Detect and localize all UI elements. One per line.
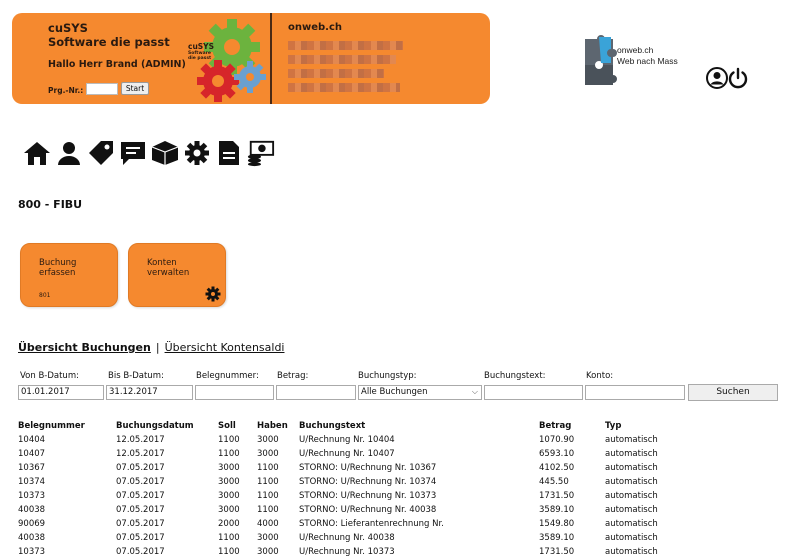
table-cell: 12.05.2017 bbox=[116, 435, 165, 445]
table-cell: automatisch bbox=[605, 505, 658, 515]
column-header: Soll bbox=[218, 421, 236, 431]
table-cell: 10367 bbox=[18, 463, 46, 473]
table-cell: STORNO: U/Rechnung Nr. 40038 bbox=[299, 505, 437, 515]
table-header bbox=[18, 421, 778, 435]
table-cell: automatisch bbox=[605, 449, 658, 459]
table-row[interactable] bbox=[18, 519, 778, 533]
redacted-address bbox=[288, 83, 400, 92]
table-cell: 1100 bbox=[257, 477, 279, 487]
table-row[interactable] bbox=[18, 477, 778, 491]
start-button[interactable]: Start bbox=[121, 82, 149, 95]
table-row[interactable] bbox=[18, 491, 778, 505]
redacted-address bbox=[288, 41, 403, 50]
table-cell: 10373 bbox=[18, 491, 46, 501]
table-cell: 4000 bbox=[257, 519, 279, 529]
table-cell: automatisch bbox=[605, 435, 658, 445]
table-cell: 40038 bbox=[18, 505, 46, 515]
tab-uebersicht-buchungen[interactable]: Übersicht Buchungen bbox=[18, 341, 151, 354]
redacted-address bbox=[288, 55, 396, 64]
view-tabs bbox=[18, 341, 285, 354]
konto-label: Konto: bbox=[586, 371, 614, 381]
prg-number-input[interactable] bbox=[86, 83, 118, 95]
table-cell: 1100 bbox=[218, 547, 240, 557]
tile-label: Buchung erfassen bbox=[39, 258, 77, 278]
tag-icon[interactable] bbox=[87, 138, 115, 168]
table-cell: 1549.80 bbox=[539, 519, 575, 529]
company-name: onweb.ch bbox=[288, 22, 343, 33]
table-cell: 1731.50 bbox=[539, 491, 575, 501]
document-icon[interactable] bbox=[215, 138, 243, 168]
tab-uebersicht-kontensaldi[interactable]: Übersicht Kontensaldi bbox=[164, 341, 285, 354]
table-cell: 1731.50 bbox=[539, 547, 575, 557]
von-datum-label: Von B-Datum: bbox=[20, 371, 79, 381]
banner-divider bbox=[270, 13, 272, 104]
logout-power-icon[interactable] bbox=[728, 67, 748, 89]
bis-datum-input[interactable]: 31.12.2017 bbox=[106, 385, 193, 400]
table-row[interactable] bbox=[18, 463, 778, 477]
table-cell: 07.05.2017 bbox=[116, 519, 165, 529]
table-cell: 10374 bbox=[18, 477, 46, 487]
page-title: 800 - FIBU bbox=[18, 198, 83, 211]
table-cell: 3589.10 bbox=[539, 505, 575, 515]
belegnummer-label: Belegnummer: bbox=[196, 371, 259, 381]
table-cell: 1100 bbox=[218, 533, 240, 543]
user-greeting: Hallo Herr Brand (ADMIN) bbox=[48, 59, 186, 70]
redacted-address bbox=[288, 69, 384, 78]
table-row[interactable] bbox=[18, 547, 778, 560]
app-name bbox=[48, 21, 170, 49]
buchungstext-input[interactable] bbox=[484, 385, 583, 400]
column-header: Buchungsdatum bbox=[116, 421, 194, 431]
table-cell: automatisch bbox=[605, 533, 658, 543]
table-cell: 07.05.2017 bbox=[116, 491, 165, 501]
suchen-button[interactable]: Suchen bbox=[688, 384, 778, 401]
table-cell: 07.05.2017 bbox=[116, 505, 165, 515]
column-header: Belegnummer bbox=[18, 421, 85, 431]
table-cell: 3000 bbox=[257, 449, 279, 459]
table-cell: automatisch bbox=[605, 519, 658, 529]
table-cell: 12.05.2017 bbox=[116, 449, 165, 459]
table-cell: 3000 bbox=[218, 491, 240, 501]
table-cell: 10373 bbox=[18, 547, 46, 557]
user-profile-icon[interactable] bbox=[706, 67, 728, 89]
gear-logo-label: cuSYS Software die passt bbox=[188, 42, 215, 61]
table-cell: automatisch bbox=[605, 547, 658, 557]
column-header: Buchungstext bbox=[299, 421, 366, 431]
table-row[interactable] bbox=[18, 533, 778, 547]
von-datum-input[interactable]: 01.01.2017 bbox=[18, 385, 104, 400]
bis-datum-label: Bis B-Datum: bbox=[108, 371, 164, 381]
table-cell: 1070.90 bbox=[539, 435, 575, 445]
tile-label: Konten verwalten bbox=[147, 258, 190, 278]
table-cell: STORNO: Lieferantenrechnung Nr. bbox=[299, 519, 444, 529]
table-cell: 3000 bbox=[257, 435, 279, 445]
app-name-line2: Software die passt bbox=[48, 35, 170, 49]
table-cell: 07.05.2017 bbox=[116, 463, 165, 473]
table-cell: automatisch bbox=[605, 477, 658, 487]
table-cell: 1100 bbox=[257, 463, 279, 473]
buchungstext-label: Buchungstext: bbox=[484, 371, 546, 381]
table-cell: 10404 bbox=[18, 435, 46, 445]
table-cell: 07.05.2017 bbox=[116, 533, 165, 543]
table-cell: 40038 bbox=[18, 533, 46, 543]
tab-separator: | bbox=[155, 341, 160, 354]
table-cell: STORNO: U/Rechnung Nr. 10367 bbox=[299, 463, 437, 473]
table-cell: STORNO: U/Rechnung Nr. 10373 bbox=[299, 491, 437, 501]
tile-code: 801 bbox=[39, 292, 51, 299]
buchungstyp-label: Buchungstyp: bbox=[358, 371, 417, 381]
home-icon[interactable] bbox=[23, 138, 51, 168]
partner-logo-text: onweb.ch Web nach Mass bbox=[617, 45, 678, 66]
buchungen-table bbox=[18, 421, 778, 560]
header-banner bbox=[12, 13, 490, 104]
table-cell: 1100 bbox=[218, 435, 240, 445]
buchungstyp-select[interactable] bbox=[358, 385, 482, 400]
user-icon[interactable] bbox=[55, 138, 83, 168]
column-header: Haben bbox=[257, 421, 288, 431]
tile-buchung-erfassen[interactable] bbox=[20, 243, 118, 307]
belegnummer-input[interactable] bbox=[195, 385, 274, 400]
money-icon[interactable] bbox=[247, 138, 275, 168]
buchungstyp-selected-value: Alle Buchungen bbox=[361, 387, 428, 397]
table-cell: 3000 bbox=[218, 477, 240, 487]
table-cell: 1100 bbox=[257, 505, 279, 515]
app-name-line1: cuSYS bbox=[48, 21, 88, 35]
table-cell: 3000 bbox=[218, 463, 240, 473]
table-cell: 07.05.2017 bbox=[116, 477, 165, 487]
box-icon[interactable] bbox=[151, 138, 179, 168]
table-cell: U/Rechnung Nr. 10407 bbox=[299, 449, 395, 459]
table-cell: U/Rechnung Nr. 10373 bbox=[299, 547, 395, 557]
table-row[interactable] bbox=[18, 449, 778, 463]
table-cell: 1100 bbox=[257, 491, 279, 501]
table-cell: STORNO: U/Rechnung Nr. 10374 bbox=[299, 477, 437, 487]
column-header: Betrag bbox=[539, 421, 572, 431]
chat-icon[interactable] bbox=[119, 138, 147, 168]
table-cell: 1100 bbox=[218, 449, 240, 459]
table-cell: 6593.10 bbox=[539, 449, 575, 459]
gear-icon[interactable] bbox=[183, 138, 211, 168]
table-cell: 10407 bbox=[18, 449, 46, 459]
table-cell: 07.05.2017 bbox=[116, 547, 165, 557]
table-cell: 3000 bbox=[218, 505, 240, 515]
table-row[interactable] bbox=[18, 505, 778, 519]
main-navigation bbox=[23, 138, 275, 168]
prg-label: Prg.-Nr.: bbox=[48, 86, 84, 95]
konto-input[interactable] bbox=[585, 385, 685, 400]
table-cell: 90069 bbox=[18, 519, 46, 529]
table-cell: automatisch bbox=[605, 463, 658, 473]
betrag-input[interactable] bbox=[276, 385, 356, 400]
table-cell: 2000 bbox=[218, 519, 240, 529]
settings-gear-icon[interactable] bbox=[205, 286, 221, 302]
table-cell: 3589.10 bbox=[539, 533, 575, 543]
chevron-down-icon: ⌵ bbox=[471, 387, 478, 396]
table-cell: 4102.50 bbox=[539, 463, 575, 473]
betrag-label: Betrag: bbox=[277, 371, 309, 381]
table-cell: U/Rechnung Nr. 40038 bbox=[299, 533, 395, 543]
table-cell: automatisch bbox=[605, 491, 658, 501]
column-header: Typ bbox=[605, 421, 622, 431]
table-cell: 445.50 bbox=[539, 477, 569, 487]
table-cell: U/Rechnung Nr. 10404 bbox=[299, 435, 395, 445]
table-cell: 3000 bbox=[257, 547, 279, 557]
table-cell: 3000 bbox=[257, 533, 279, 543]
table-row[interactable] bbox=[18, 435, 778, 449]
tile-konten-verwalten[interactable] bbox=[128, 243, 226, 307]
